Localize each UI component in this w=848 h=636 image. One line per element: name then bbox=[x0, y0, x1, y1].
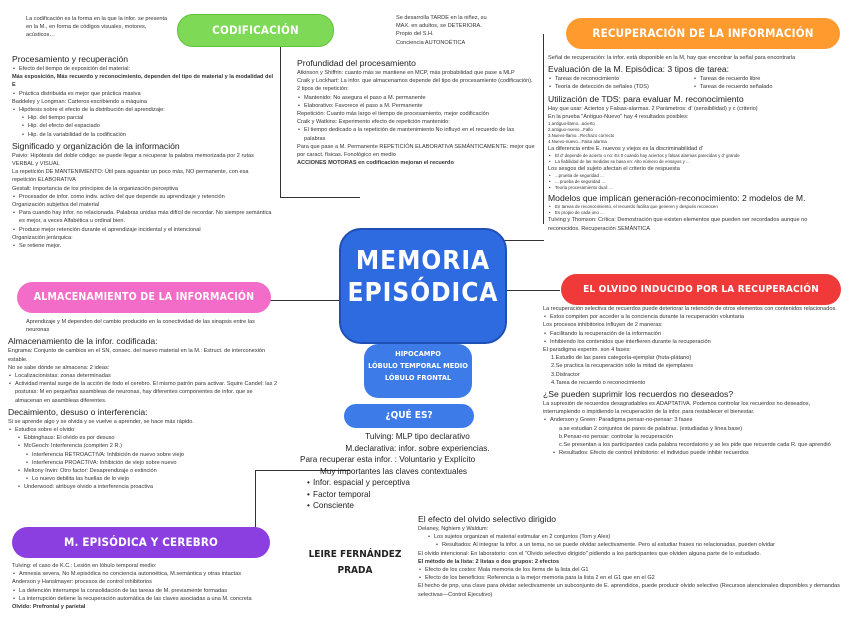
header-episodica[interactable] bbox=[12, 527, 270, 558]
list-item: Para recuperar esta infor. : Voluntario y Explícito bbox=[300, 455, 476, 464]
region-lobulo-frontal: LÓBULO FRONTAL bbox=[384, 373, 452, 382]
list-item: Atkinson y Shiffrin: cuanto más se mantiene en MCP, más probabilidad que pase a MLP bbox=[297, 70, 515, 76]
list-item: La recuperación selectiva de recuerdos puede deteriorar la retención de otros elementos con contenidos relacionados. bbox=[543, 306, 837, 312]
list-item: • Hipótesis sobre el efecto de la distribución del aprendizaje: bbox=[12, 106, 274, 114]
list-item: Hay que usar: Aciertos y Falsas-alarmas. 2 Parámetros: d' (sensibilidad) y c (criterio) bbox=[548, 105, 758, 112]
header-recuperacion-label: RECUPERACIÓN DE LA INFORMACIÓN bbox=[592, 26, 814, 40]
list-item: Engrama: Conjunto de cambios en el SN, consec. del nuevo material en la M.: Estruct. de interconexión estable. bbox=[8, 348, 266, 363]
list-item: • Es propio de cada uno ... bbox=[548, 210, 838, 216]
list-item: • Los sujetos organizan el material estimular en 2 conjuntos (Tom y Alex) bbox=[418, 533, 842, 541]
section-title: Modelos que implican generación-reconocimiento: 2 modelos de M. bbox=[548, 193, 806, 204]
top-notes bbox=[396, 14, 546, 47]
list-item: No se sabe dónde se almacena: 2 ideas: bbox=[8, 364, 110, 371]
list-item: Anderson y Hanslmayer: procesos de control inhibitorios bbox=[12, 579, 152, 586]
list-item: • El tiempo dedicado a la repetición de mantenimiento No influyó en el recuerdo de las palabras bbox=[297, 126, 535, 142]
list-item: • Underwood: atribuye olvido a interferencia proactiva bbox=[8, 483, 278, 491]
list-item: • Efecto del tiempo de exposición del material: bbox=[12, 65, 274, 73]
header-olvido[interactable] bbox=[561, 274, 841, 305]
list-item: 1.antiguo-llamo...acierto bbox=[548, 121, 595, 127]
brain-regions-box[interactable] bbox=[364, 344, 472, 398]
section-title: El efecto del olvido selectivo dirigido bbox=[418, 514, 557, 524]
list-item: 1.Estudio de las pares categoría-ejemplar (fruta-plátano) bbox=[551, 355, 692, 362]
center-node[interactable] bbox=[339, 228, 507, 344]
author-line1: LEIRE FERNÁNDEZ bbox=[308, 549, 402, 560]
list-item: • Tareas de recuerdo libre bbox=[693, 75, 838, 83]
section-title: Almacenamiento de la infor. codificada: bbox=[8, 336, 158, 347]
note-line: MAX. en adultos, se DETERIORA. bbox=[396, 23, 482, 30]
list-item: • Meltony Irwin: Otro factor: Desaprendizaje o extinción bbox=[8, 467, 278, 475]
list-item: • La fiabilidad de las medidas se basa en: Alto número de ensayos y ... bbox=[548, 159, 838, 165]
connector bbox=[543, 34, 544, 224]
list-item: • McGeoch: Interferencia (compiten 2 R.) bbox=[8, 442, 278, 450]
list-item: • Hip. del efecto del espaciado bbox=[12, 122, 274, 130]
list-item: Craik y Lockhart: La infor. que almacenamos depende del tipo de procesamiento (codificación). 2 tipos de repetición: bbox=[297, 78, 533, 93]
list-item: Organización subjetiva del material bbox=[12, 202, 100, 209]
almacenamiento-content bbox=[8, 318, 278, 492]
list-item: M.declarativa: infor. sobre experiencias. bbox=[345, 443, 490, 453]
list-item: • Resultados: Efecto de control inhibitorio: el individuo puede inhibir recuerdos bbox=[543, 449, 841, 457]
header-recuperacion[interactable] bbox=[566, 18, 840, 49]
list-item: • Inhibiendo los contenidos que interfieren durante la recuperación bbox=[543, 338, 841, 346]
list-item: • El d' depende de acierto o no: Es 0 cuando hay aciertos y falsas alarmas parecidas y d' grande bbox=[548, 153, 838, 159]
list-item: • Tareas de reconocimiento bbox=[548, 75, 693, 83]
list-item: c.Se presentan a los participantes cada palabra recordatorio y se les pide que recuerde cada R. que aprendió bbox=[559, 442, 831, 449]
list-item: Los sesgos del sujeto afectan el criterio de respuesta bbox=[548, 166, 680, 173]
list-item: La diferencia entre E. nuevos y viejos es la discriminabilidad d' bbox=[548, 146, 703, 153]
list-item: Para que pase a M. Permanente REPETICIÓN ELABORATIVA SEMÁNTICAMENTE: mejor que por caract. físicas. Fonológico en medio bbox=[297, 143, 535, 159]
note-line: Conciencia AUTONOÉTICA bbox=[396, 39, 466, 46]
header-codificacion[interactable] bbox=[177, 14, 334, 47]
list-item: • Interferencia RETROACTIVA: Inhibición de nuevo sobre viejo bbox=[8, 451, 278, 459]
list-item: a.se estudian 2 conjuntos de pares de palabras. (estudiadas y línea base) bbox=[559, 425, 743, 432]
list-item: b.Pensar-no pensar: controlar la recuperación bbox=[559, 433, 673, 440]
list-item: Delaney, Nghiem y Waldum: bbox=[418, 526, 489, 532]
list-item: Tulving: MLP tipo declarativo bbox=[365, 432, 470, 441]
list-item: • Amnesia severa, No M.episódica no conciencia autonoética, M.semántica y otras intactas bbox=[12, 570, 282, 578]
list-item: • Procesador de infor. como indiv. activo del que depende su aprendizaje y retención bbox=[12, 193, 274, 201]
list-item: • La interrupción detiene la recuperación automática de las claves asociadas a una M. concreta bbox=[12, 595, 282, 603]
header-almacenamiento[interactable] bbox=[17, 282, 271, 313]
que-es-box[interactable] bbox=[344, 404, 474, 428]
section-title: Significado y organización de la información bbox=[12, 140, 180, 151]
list-item: • ...prueba de seguridad ... bbox=[548, 173, 838, 179]
list-item: Gestalt: Importancia de los principios de la organización perceptiva bbox=[12, 185, 179, 192]
list-item: • Infor. espacial y perceptiva bbox=[306, 477, 535, 489]
list-item: • Tareas de recuerdo señalado bbox=[693, 83, 838, 91]
list-item: ACCIONES MOTORAS en codificación mejoran el recuerdo bbox=[297, 160, 454, 167]
list-item: • Interferencia PROACTIVA: Inhibición de viejo sobre nuevo bbox=[8, 459, 278, 467]
list-item: En la prueba "Antiguo-Nuevo" hay 4 resultados posibles: bbox=[548, 113, 689, 120]
list-item: • Hip. de la variabilidad de la codificación bbox=[12, 131, 274, 139]
list-item: • Localizacionistas: zonas determinadas bbox=[8, 372, 278, 380]
list-item: El método de la lista: 2 listas o dos grupos: 2 efectos bbox=[418, 558, 560, 565]
que-es-label: ¿QUÉ ES? bbox=[385, 410, 433, 421]
center-title-line2: EPISÓDICA bbox=[347, 278, 499, 308]
list-item: 2.Se practica la recuperación sólo la mitad de ejemplares bbox=[551, 363, 694, 370]
codificacion-intro: La codificación es la forma en la que la infor. se presenta en la M., en forma de códigos visuales, motores, acústicos… bbox=[26, 16, 168, 39]
list-item: • Para cuando hay infor. no relacionada. Palabras unidas más difícil de recordar. No siempre semántica es mejor, a veces Alfabética u ordinal bien. bbox=[12, 209, 274, 225]
connector bbox=[265, 300, 340, 301]
list-item: • En tareas de reconocimiento, el recuerdo facilita que generen y después reconocen bbox=[548, 204, 838, 210]
list-item: • La detención interrumpe la consolidación de las tareas de M. previamente formadas bbox=[12, 587, 282, 595]
efecto-content bbox=[418, 512, 842, 599]
list-item: Baddeley y Longman: Carteros escribiendo a máquina bbox=[12, 98, 147, 105]
list-item: Más exposición, Más recuerdo y reconocimiento, dependen del tipo de material y la modalidad del E bbox=[12, 74, 274, 89]
section-title: Profundidad del procesamiento bbox=[297, 58, 416, 68]
list-item: • Consciente bbox=[306, 500, 535, 512]
connector bbox=[500, 240, 544, 241]
author bbox=[305, 547, 405, 579]
section-title: ¿Se pueden suprimir los recuerdos no deseados? bbox=[543, 389, 734, 400]
list-item: 2.antiguo-nuevo...Fallo bbox=[548, 127, 593, 133]
list-item: • Mantenido: No asegura el paso a M. permanente bbox=[297, 94, 535, 102]
list-item: • Factor temporal bbox=[306, 489, 535, 501]
list-item: Paivio: Hipótesis del doble código: se puede llegar a recuperar la palabra memorizada por 2 rutas VERBAL y VISUAL bbox=[12, 152, 254, 168]
list-item: • Se retiene mejor. bbox=[12, 242, 274, 250]
list-item: Tulving y Thomson: Crítica: Demostración que existen elementos que pueden ser recordados aunque no reconocidos. Recuperación SEMÁNTICA bbox=[548, 217, 808, 232]
list-item: • Actividad mental surge de la acción de todo el cerebro. El mismo patrón para activar. Squire Candel: las 2 posturas: M en pequeñas asambleas de neuronas, hay diferentes componentes de infor. que se almacenan en asambleas diferentes. bbox=[8, 380, 278, 405]
list-item: • Teoría de detección de señales (TDS) bbox=[548, 83, 693, 91]
region-hipocampo: HIPOCAMPO bbox=[395, 349, 441, 358]
list-item: Los procesos inhibitorios influyen de 2 maneras: bbox=[543, 322, 663, 329]
list-item: Craik y Watkins: Experimento efecto de repetición mantenido: bbox=[297, 119, 450, 126]
list-item: Si se aprende algo y se olvida y se vuelve a aprender, se hace más rápido. bbox=[8, 418, 194, 425]
episodica-content bbox=[12, 562, 282, 611]
list-item: 3.Distractor bbox=[551, 371, 580, 378]
header-almacenamiento-label: ALMACENAMIENTO DE LA INFORMACIÓN bbox=[33, 291, 255, 303]
section-title: Decaimiento, desuso o interferencia: bbox=[8, 406, 148, 417]
region-lobulo-temporal: LÓBULO TEMPORAL MEDIO bbox=[368, 361, 468, 370]
list-item: • Estudios sobre el olvido: bbox=[8, 426, 278, 434]
header-episodica-label: M. EPISÓDICA Y CEREBRO bbox=[63, 535, 219, 549]
olvido-content bbox=[543, 305, 841, 457]
list-item: • Ebbinghaus: El olvido es por desuso bbox=[8, 434, 278, 442]
list-item: La supresión de recuerdos desagradables es ADAPTATIVA. Podemos controlar los recuerdos no deseados, interrumpiendo o impidiendo la recuperación de la infor. para restablecer el bienestar. bbox=[543, 401, 811, 416]
list-item: • Teoría procesamiento dual: ... bbox=[548, 185, 838, 191]
list-item: El paradigma experim. son 4 fases: bbox=[543, 347, 631, 354]
note-line: Propio del S.H. bbox=[396, 31, 434, 38]
list-item: El olvido intencional: En laboratorio: con el "Olvido selectivo dirigido" pidiendo a los participantes que olviden alguna parte de lo estudiado. bbox=[418, 550, 761, 557]
list-item: Tulving: el caso de K.C.: Lesión en lóbulo temporal medio: bbox=[12, 563, 157, 569]
list-item: Organización jerárquica: bbox=[12, 234, 73, 241]
list-item: • Facilitando la recuperación de la información bbox=[543, 330, 841, 338]
list-item: • Estos compiten por acceder a la conciencia durante la recuperación voluntaria bbox=[543, 313, 841, 321]
list-item: La repetición DE MANTENIMIENTO: Útil para aguantar un poco más, NO permanente, con esa repetición ELABORATIVA bbox=[12, 169, 249, 184]
list-item: • Anderson y Green: Paradigma pensar-no-pensar: 3 fases bbox=[543, 416, 841, 424]
section-title: Utilización de TDS: para evaluar M. reconocimiento bbox=[548, 93, 744, 104]
header-olvido-label: EL OLVIDO INDUCIDO POR LA RECUPERACIÓN bbox=[583, 284, 819, 295]
list-item: Repetición: Cuanto más largo el tiempo de procesamiento, mejor codificación bbox=[297, 111, 489, 118]
list-item: • Resultados: Al integrar la infor. a un tema, no se puede olvidar selectivamente. Pero al estudiar frases no relacionadas, pueden olvidar bbox=[418, 541, 842, 549]
list-item: • ... prueba de seguridad ... bbox=[548, 179, 838, 185]
list-item: • Efecto de los beneficios: Referencia a la mejor memoria para la lista 2 en el G1 que en el G2 bbox=[418, 574, 842, 582]
profundidad-content bbox=[297, 56, 535, 167]
list-item: • Lo nuevo debilita las huellas de lo viejo bbox=[8, 475, 278, 483]
section-title: Procesamiento y recuperación bbox=[12, 54, 129, 64]
list-item: 4.Tarea de recuerdo o reconocimiento bbox=[551, 379, 646, 386]
author-line2: PRADA bbox=[337, 565, 373, 576]
connector bbox=[500, 290, 560, 291]
list-item: • Efecto de los costes: Mala memoria de los ítems de la lista del G1 bbox=[418, 566, 842, 574]
list-item: • Práctica distribuida es mejor que práctica masiva bbox=[12, 90, 274, 98]
section-title: Evaluación de la M. Episódica: 3 tipos de tarea: bbox=[548, 64, 730, 75]
codificacion-content bbox=[12, 52, 274, 250]
connector bbox=[280, 197, 360, 198]
que-es-content bbox=[300, 431, 535, 512]
list-item: • Hip. del tiempo parcial bbox=[12, 114, 274, 122]
connector bbox=[280, 28, 281, 198]
list-item: Señal de recuperación: la infor. está disponible en la M, hay que encontrar la señal para encontrarla bbox=[548, 55, 796, 61]
center-title-line1: MEMORIA bbox=[355, 246, 491, 276]
list-item: • Produce mejor retención durante el aprendizaje incidental y el intencional bbox=[12, 226, 274, 234]
list-item: El hecho de pnp, una clave para olvidar selectivamente un subconjunto de E. aprendidos, puede producir olvido selectivo (Recursos atencionales disponibles y demandas selectivas—Control Ejecutivo) bbox=[418, 583, 840, 598]
list-item: • Elaborativo: Favorece el paso a M. Permanente bbox=[297, 102, 535, 110]
list-item: Olvido: Prefrontal y parietal bbox=[12, 604, 86, 611]
list-item: 3.Nuevo-llamo...Rechazo correcto bbox=[548, 133, 615, 139]
list-item: Muy importantes las claves contextuales bbox=[320, 466, 467, 476]
list-item: 4.Nuevo-nuevo...Falsa alarma bbox=[548, 139, 607, 145]
note-line: Se desarrolla TARDE en la niñez, su bbox=[396, 15, 487, 21]
task-grid bbox=[548, 75, 838, 91]
recuperacion-content bbox=[548, 54, 838, 233]
list-item: Aprendizaje y M dependen del cambio producido en la conectividad de las sinapsis entre las neuronas bbox=[26, 319, 255, 334]
header-codificacion-label: CODIFICACIÓN bbox=[212, 23, 299, 37]
